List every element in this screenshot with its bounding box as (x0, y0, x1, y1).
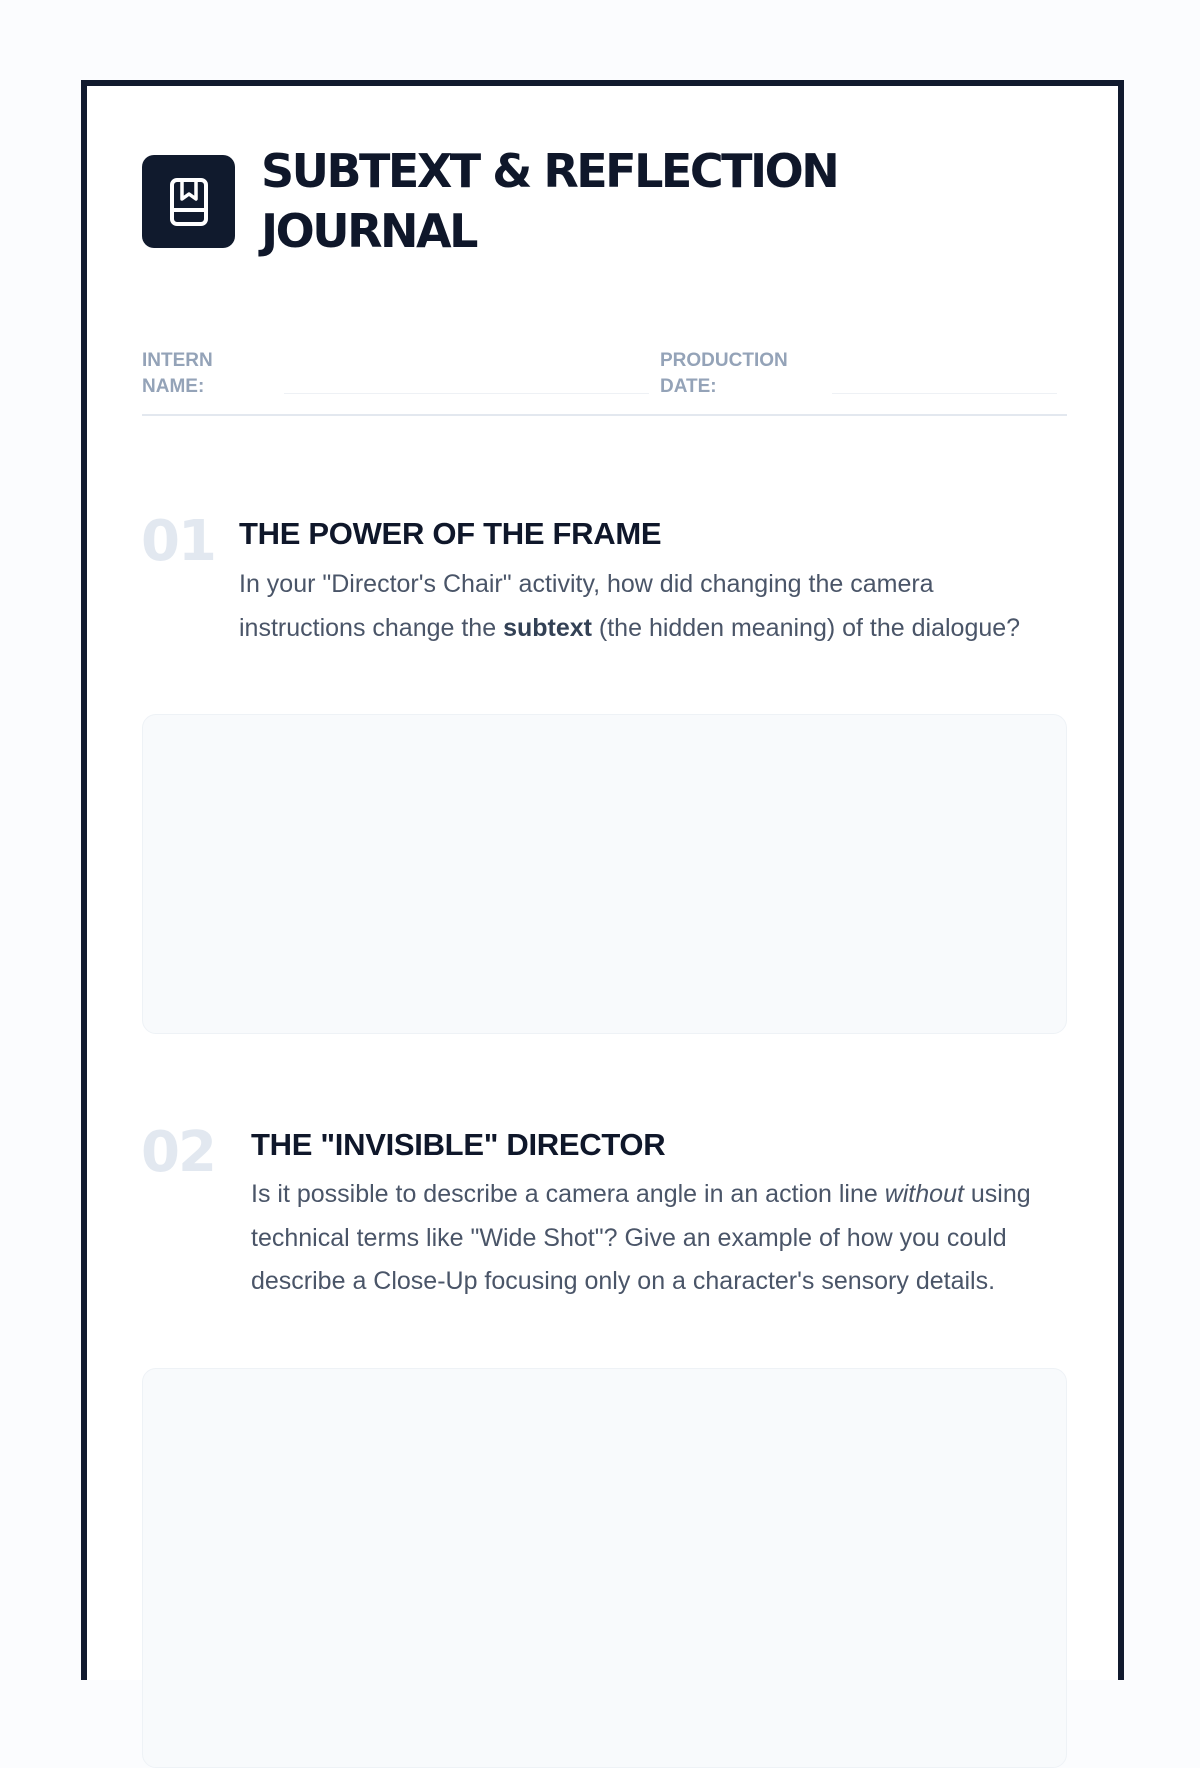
journal-sheet (81, 80, 1124, 1680)
production-date-field[interactable] (832, 393, 1057, 394)
intern-name-field[interactable] (284, 393, 649, 394)
question-title: THE "INVISIBLE" DIRECTOR (251, 1127, 666, 1162)
intern-name-label: INTERN NAME: (142, 350, 213, 397)
answer-box[interactable] (142, 1368, 1067, 1768)
question-number: 02 (141, 1120, 215, 1185)
answer-box[interactable] (142, 714, 1067, 1034)
info-fields (142, 348, 1067, 416)
emphasis-text: subtext (503, 613, 592, 642)
bookmark-book-icon (142, 155, 235, 248)
question-title: THE POWER OF THE FRAME (239, 516, 662, 551)
question-prompt: In your "Director's Chair" activity, how did changing the camera instructions change the subtext (the hidden meaning) of the dialogue? (239, 570, 1021, 642)
journal-header (142, 141, 961, 261)
page-title: SUBTEXT & REFLECTION JOURNAL (261, 144, 838, 258)
emphasis-text: without (884, 1180, 964, 1208)
question-prompt: Is it possible to describe a camera angle in an action line without using technical terms like "Wide Shot"? Give an example of how you could describe a Close-Up focusing only on a character's sensory details. (251, 1180, 1031, 1295)
production-date-label: PRODUCTION DATE: (660, 350, 788, 397)
question-number: 01 (141, 509, 215, 574)
